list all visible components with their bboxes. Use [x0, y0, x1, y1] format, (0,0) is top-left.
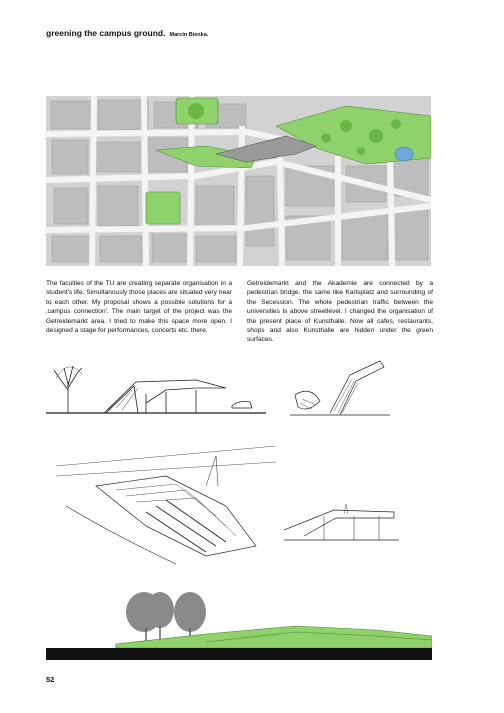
text-column-left: The faculties of the TU are creating separate organisation in a student's life. Simultanously those places are situated very near to each other. My proposal shows a possible solutions for a ‚campus connection'. The main target of the project was the Getreidemarkt area. I tried to make this space more open. I designed a stage for performances, concerts etc. there.	[46, 280, 232, 335]
text-column-right: Getreidemarkt and the Akademie are connected by a pedestrian bridge, the same like Karlsplatz and surrounding of the Secession. The whole pedestrian traffic between the universities is above streetlevel. I changed the organisation of the present place of Kunsthalle. Now all cafes, restaurants, shops and also Kunsthalle are hidden under the green surfaces.	[247, 280, 433, 344]
sketch-bridge-side	[284, 496, 399, 546]
sketch-stage-perspective	[56, 446, 276, 566]
section-drawing-green-roof	[46, 588, 432, 660]
site-plan-map	[46, 96, 431, 266]
page-title	[46, 28, 208, 38]
author-name: Marcin Bienka.	[169, 32, 209, 38]
sketch-bridge-perspective	[290, 355, 390, 420]
sketch-building-elevation	[46, 358, 266, 418]
title-text: greening the campus ground.	[46, 28, 166, 38]
page-number: 52	[46, 675, 55, 684]
